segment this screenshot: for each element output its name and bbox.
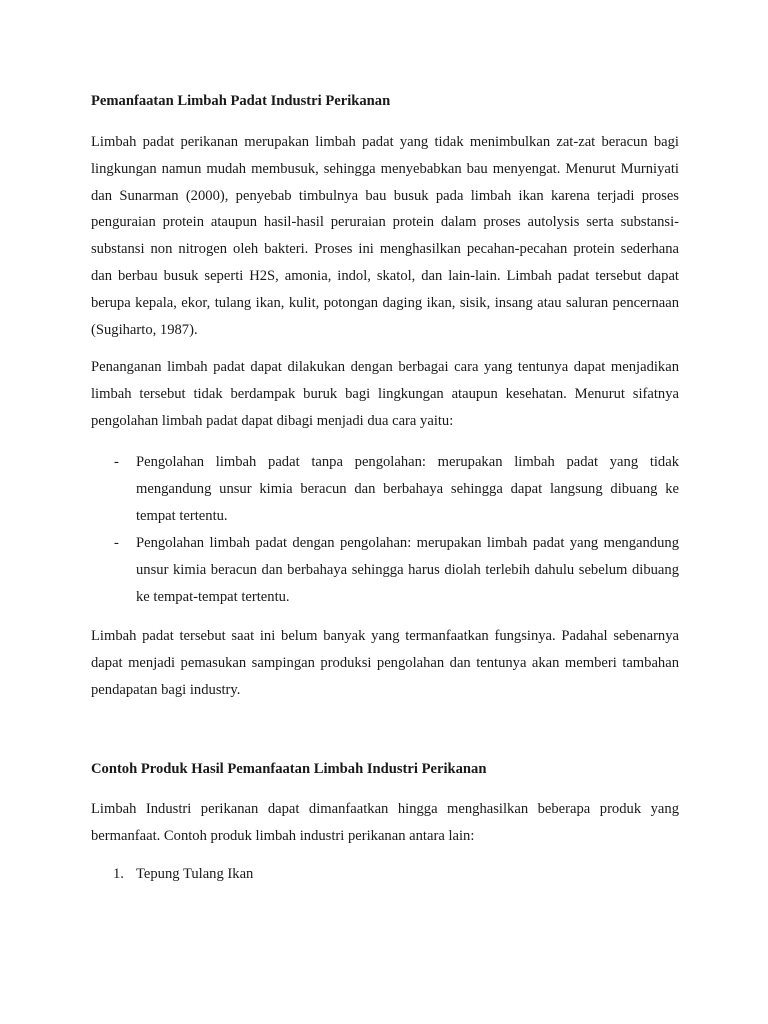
bullet-dash: - <box>114 454 119 470</box>
bullet-dash: - <box>114 535 119 551</box>
list-item <box>91 530 679 611</box>
section-heading-pemanfaatan: Pemanfaatan Limbah Padat Industri Perikanan <box>91 93 391 109</box>
paragraph-limbah-padat: Limbah padat perikanan merupakan limbah padat yang tidak menimbulkan zat-zat beracun bagi lingkungan namun mudah membusuk, sehingga menyebabkan bau menyengat. Menurut Murniyati dan Sunarman (2000), penyebab timbulnya bau busuk pada limbah ikan karena terjadi proses penguraian protein ataupun hasil-hasil peruraian protein dalam proses autolysis serta substansi-substansi non nitrogen oleh bakteri. Proses ini menghasilkan pecahan-pecahan protein sederhana dan berbau busuk seperti H2S, amonia, indol, skatol, dan lain-lain. Limbah padat tersebut dapat berupa kepala, ekor, tulang ikan, kulit, potongan daging ikan, sisik, insang atau saluran pencernaan (Sugiharto, 1987). <box>91 134 679 338</box>
paragraph-penanganan: Penanganan limbah padat dapat dilakukan dengan berbagai cara yang tentunya dapat menjadikan limbah tersebut tidak berdampak buruk bagi lingkungan ataupun kesehatan. Menurut sifatnya pengolahan limbah padat dapat dibagi menjadi dua cara yaitu: <box>91 359 679 429</box>
section-heading-contoh-produk: Contoh Produk Hasil Pemanfaatan Limbah Industri Perikanan <box>91 761 487 777</box>
item-label: Tepung Tulang Ikan <box>136 866 254 882</box>
bullet-list-pengolahan <box>91 449 679 611</box>
paragraph-belum-termanfaatkan: Limbah padat tersebut saat ini belum banyak yang termanfaatkan fungsinya. Padahal sebenarnya dapat menjadi pemasukan sampingan produksi pengolahan dan tentunya akan memberi tambahan pendapatan bagi industry. <box>91 628 679 698</box>
list-item-text: Pengolahan limbah padat tanpa pengolahan: merupakan limbah padat yang tidak mengandung unsur kimia beracun dan berbahaya sehingga dapat langsung dibuang ke tempat tertentu. <box>136 454 679 524</box>
list-item <box>91 449 679 530</box>
numbered-item <box>113 864 253 884</box>
item-number: 1. <box>113 866 124 882</box>
paragraph-contoh-produk: Limbah Industri perikanan dapat dimanfaatkan hingga menghasilkan beberapa produk yang bermanfaat. Contoh produk limbah industri perikanan antara lain: <box>91 801 679 844</box>
list-item-text: Pengolahan limbah padat dengan pengolahan: merupakan limbah padat yang mengandung unsur kimia beracun dan berbahaya sehingga harus diolah terlebih dahulu sebelum dibuang ke tempat-tempat tertentu. <box>136 535 679 605</box>
